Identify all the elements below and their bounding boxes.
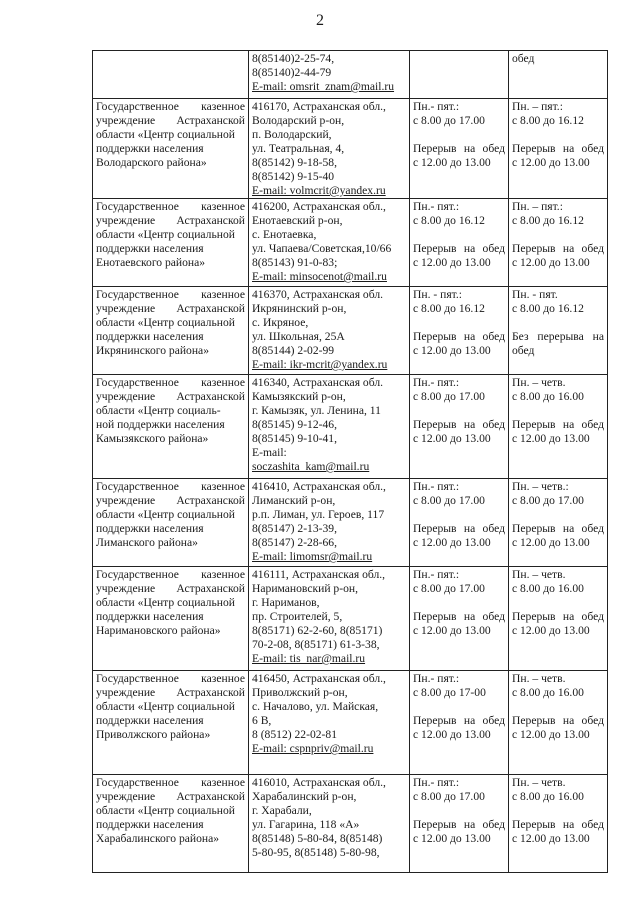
working-days: Пн.- пят.: <box>413 100 460 113</box>
spacer <box>413 316 505 330</box>
address-line: г. Камызяк, ул. Ленина, 11 <box>252 404 381 417</box>
address-cell <box>249 775 410 873</box>
table-row <box>93 775 608 873</box>
spacer <box>512 404 604 418</box>
organization-name-line: учреждение Астраханской <box>96 582 245 595</box>
address-line: 8(85145) 9-10-41, <box>252 432 338 445</box>
working-time: с 8.00 до 16.00 <box>512 790 584 803</box>
working-time: с 8.00 до 17.00 <box>413 114 485 127</box>
spacer <box>413 404 505 418</box>
lunch-break-time: с 12.00 до 13.00 <box>512 432 590 445</box>
working-days: Пн. – четв. <box>512 672 566 685</box>
organization-name-line: поддержки населения <box>96 714 204 727</box>
working-time: с 8.00 до 16.12 <box>512 214 584 227</box>
working-days: Пн. - пят.: <box>413 288 462 301</box>
working-days: Пн. – четв. <box>512 776 566 789</box>
organization-cell <box>93 375 249 479</box>
address-line: 8(85140)2-25-74, <box>252 52 335 65</box>
address-cell <box>249 199 410 287</box>
email-link[interactable]: E-mail: ikr-mcrit@yandex.ru <box>252 358 388 371</box>
lunch-break-time: с 12.00 до 13.00 <box>413 432 491 445</box>
organization-name-line: области «Центр социальной <box>96 228 235 241</box>
address-line: ул. Гагарина, 118 «А» <box>252 818 360 831</box>
lunch-break-time: с 12.00 до 13.00 <box>512 256 590 269</box>
table-row <box>93 287 608 375</box>
address-line: с. Енотаевка, <box>252 228 317 241</box>
organization-name-line: области «Центр социальной <box>96 128 235 141</box>
working-days: Пн. – пят.: <box>512 100 563 113</box>
organization-name-line: учреждение Астраханской <box>96 214 245 227</box>
organization-name-line: Икрянинского района» <box>96 344 209 357</box>
address-line: 8(85171) 62-2-60, 8(85171) <box>252 624 383 637</box>
table-row <box>93 51 608 99</box>
organization-name-line: области «Центр социальной <box>96 700 235 713</box>
address-line: 416340, Астраханская обл. <box>252 376 384 389</box>
address-line: Икрянинский р-он, <box>252 302 347 315</box>
address-line: с. Икряное, <box>252 316 309 329</box>
organization-name-line: Государственное казенное <box>96 288 245 301</box>
email-link[interactable]: E-mail: limomsr@mail.ru <box>252 550 373 563</box>
organization-name-line: Наримановского района» <box>96 624 221 637</box>
alt-working-hours-cell <box>509 479 608 567</box>
address-line: Харабалинский р-он, <box>252 790 357 803</box>
address-line: г. Нариманов, <box>252 596 320 609</box>
page-number: 2 <box>316 12 324 29</box>
address-line: 416410, Астраханская обл., <box>252 480 386 493</box>
address-line: 8(85147) 2-28-66, <box>252 536 338 549</box>
address-line: 416370, Астраханская обл. <box>252 288 384 301</box>
lunch-break-time: с 12.00 до 13.00 <box>413 728 491 741</box>
lunch-break-label: Перерыв на обед <box>512 418 604 431</box>
address-line: 70-2-08, 8(85171) 61-3-38, <box>252 638 380 651</box>
address-cell <box>249 99 410 199</box>
lunch-break-label: Перерыв на обед <box>413 142 505 155</box>
email-link[interactable]: soczashita_kam@mail.ru <box>252 460 370 473</box>
working-time: с 8.00 до 16.12 <box>512 114 584 127</box>
lunch-break-time: с 12.00 до 13.00 <box>413 624 491 637</box>
email-link[interactable]: E-mail: omsrit_znam@mail.ru <box>252 80 395 93</box>
lunch-break-label: Перерыв на обед <box>413 714 505 727</box>
working-days: Пн.- пят.: <box>413 480 460 493</box>
organization-name-line: области «Центр социальной <box>96 596 235 609</box>
lunch-break-label: Перерыв на обед <box>512 522 604 535</box>
organization-name-line: учреждение Астраханской <box>96 390 245 403</box>
working-days: Пн.- пят.: <box>413 376 460 389</box>
alt-working-hours-cell <box>509 567 608 671</box>
working-days: Пн. – четв. <box>512 568 566 581</box>
organization-name-line: Государственное казенное <box>96 480 245 493</box>
organization-cell <box>93 671 249 775</box>
address-line: 8 (8512) 22-02-81 <box>252 728 338 741</box>
working-hours-cell <box>410 99 509 199</box>
spacer <box>512 804 604 818</box>
address-line: E-mail: <box>252 446 287 459</box>
address-line: 416170, Астраханская обл., <box>252 100 386 113</box>
lunch-break-label: Перерыв на обед <box>512 610 604 623</box>
lunch-break-time: с 12.00 до 13.00 <box>413 156 491 169</box>
organization-name-line: Государственное казенное <box>96 776 245 789</box>
email-link[interactable]: E-mail: volmcrit@yandex.ru <box>252 184 386 197</box>
organization-name-line: области «Центр социальной <box>96 508 235 521</box>
alt-working-hours-cell <box>509 775 608 873</box>
address-line: 8(85142) 9-15-40 <box>252 170 335 183</box>
organization-name-line: учреждение Астраханской <box>96 790 245 803</box>
working-time: с 8.00 до 16.12 <box>512 302 584 315</box>
address-line: пр. Строителей, 5, <box>252 610 343 623</box>
lunch-break-time: с 12.00 до 13.00 <box>512 832 590 845</box>
lunch-break-time: с 12.00 до 13.00 <box>413 344 491 357</box>
organization-name-line: Приволжского района» <box>96 728 211 741</box>
working-days: обед <box>512 52 535 65</box>
lunch-break-time: с 12.00 до 13.00 <box>512 624 590 637</box>
working-days: Пн. – четв. <box>512 376 566 389</box>
lunch-break-time: с 12.00 до 13.00 <box>512 156 590 169</box>
lunch-break-time: обед <box>512 344 535 357</box>
table-row <box>93 199 608 287</box>
address-line: 8(85144) 2-02-99 <box>252 344 335 357</box>
address-line: 8(85142) 9-18-58, <box>252 156 338 169</box>
spacer <box>512 508 604 522</box>
alt-working-hours-cell <box>509 199 608 287</box>
working-days: Пн. - пят. <box>512 288 558 301</box>
organization-name-line: учреждение Астраханской <box>96 302 245 315</box>
lunch-break-label: Перерыв на обед <box>413 522 505 535</box>
organization-name-line: Володарского района» <box>96 156 207 169</box>
working-time: с 8.00 до 17.00 <box>512 494 584 507</box>
lunch-break-label: Перерыв на обед <box>413 418 505 431</box>
organization-cell <box>93 775 249 873</box>
table-row <box>93 99 608 199</box>
organization-cell <box>93 567 249 671</box>
organization-name-line: Государственное казенное <box>96 568 245 581</box>
email-link[interactable]: E-mail: cspnpriv@mail.ru <box>252 742 374 755</box>
working-days: Пн.- пят.: <box>413 200 460 213</box>
lunch-break-label: Перерыв на обед <box>413 818 505 831</box>
working-hours-cell <box>410 671 509 775</box>
address-line: Лиманский р-он, <box>252 494 336 507</box>
working-hours-cell <box>410 199 509 287</box>
working-hours-cell <box>410 375 509 479</box>
lunch-break-label: Перерыв на обед <box>413 610 505 623</box>
lunch-break-time: с 12.00 до 13.00 <box>413 536 491 549</box>
working-hours-cell <box>410 51 509 99</box>
address-line: р.п. Лиман, ул. Героев, 117 <box>252 508 385 521</box>
organization-name-line: Государственное казенное <box>96 672 245 685</box>
working-days: Пн.- пят.: <box>413 776 460 789</box>
address-line: 8(85140)2-44-79 <box>252 66 332 79</box>
organization-cell <box>93 99 249 199</box>
lunch-break-label: Перерыв на обед <box>512 818 604 831</box>
working-time: с 8.00 до 17.00 <box>413 582 485 595</box>
spacer <box>512 316 604 330</box>
organization-name-line: области «Центр социальной <box>96 316 235 329</box>
table-row <box>93 671 608 775</box>
address-line: 6 В, <box>252 714 272 727</box>
address-line: Енотаевский р-он, <box>252 214 343 227</box>
spacer <box>413 804 505 818</box>
table-row <box>93 567 608 671</box>
spacer <box>512 700 604 714</box>
organization-name-line: поддержки населения <box>96 818 204 831</box>
working-hours-cell <box>410 567 509 671</box>
address-line: 416450, Астраханская обл., <box>252 672 386 685</box>
lunch-break-label: Перерыв на обед <box>512 142 604 155</box>
address-line: ул. Школьная, 25А <box>252 330 345 343</box>
spacer <box>512 596 604 610</box>
address-line: 416111, Астраханская обл., <box>252 568 386 581</box>
organization-name-line: ной поддержки населения <box>96 418 225 431</box>
working-time: с 8.00 до 16.00 <box>512 390 584 403</box>
spacer <box>413 508 505 522</box>
working-time: с 8.00 до 17-00 <box>413 686 486 699</box>
address-line: 416200, Астраханская обл., <box>252 200 386 213</box>
organization-name-line: области «Центр социаль- <box>96 404 221 417</box>
address-line: Приволжский р-он, <box>252 686 348 699</box>
working-time: с 8.00 до 16.12 <box>413 214 485 227</box>
organization-name-line: поддержки населения <box>96 242 204 255</box>
working-time: с 8.00 до 16.12 <box>413 302 485 315</box>
organization-name-line: учреждение Астраханской <box>96 114 245 127</box>
working-time: с 8.00 до 16.00 <box>512 686 584 699</box>
address-line: 8(85147) 2-13-39, <box>252 522 338 535</box>
lunch-break-time: с 12.00 до 13.00 <box>413 832 491 845</box>
address-line: с. Началово, ул. Майская, <box>252 700 379 713</box>
address-line: ул. Театральная, 4, <box>252 142 345 155</box>
alt-working-hours-cell <box>509 51 608 99</box>
lunch-break-label: Перерыв на обед <box>512 242 604 255</box>
address-line: Володарский р-он, <box>252 114 345 127</box>
lunch-break-label: Перерыв на обед <box>512 714 604 727</box>
address-cell <box>249 375 410 479</box>
organization-name-line: учреждение Астраханской <box>96 494 245 507</box>
organization-name-line: Государственное казенное <box>96 100 245 113</box>
working-hours-cell <box>410 287 509 375</box>
table-row <box>93 479 608 567</box>
spacer <box>512 66 604 80</box>
alt-working-hours-cell <box>509 287 608 375</box>
working-hours-cell <box>410 479 509 567</box>
email-link[interactable]: E-mail: minsocenot@mail.ru <box>252 270 387 283</box>
organization-cell <box>93 199 249 287</box>
spacer <box>512 228 604 242</box>
working-hours-cell <box>410 775 509 873</box>
working-days: Пн.- пят.: <box>413 672 460 685</box>
spacer <box>413 128 505 142</box>
lunch-break-time: с 12.00 до 13.00 <box>512 728 590 741</box>
organization-cell <box>93 51 249 99</box>
organization-name-line: Енотаевского района» <box>96 256 206 269</box>
organization-name-line: поддержки населения <box>96 330 204 343</box>
contacts-table <box>92 50 608 873</box>
address-cell <box>249 479 410 567</box>
organization-name-line: поддержки населения <box>96 522 204 535</box>
address-line: г. Харабали, <box>252 804 312 817</box>
working-days: Пн.- пят.: <box>413 568 460 581</box>
lunch-break-label: Перерыв на обед <box>413 242 505 255</box>
organization-name-line: поддержки населения <box>96 142 204 155</box>
table-row <box>93 375 608 479</box>
alt-working-hours-cell <box>509 671 608 775</box>
address-line: п. Володарский, <box>252 128 332 141</box>
address-line: 5-80-95, 8(85148) 5-80-98, <box>252 846 380 859</box>
address-cell <box>249 51 410 99</box>
spacer <box>512 128 604 142</box>
address-line: ул. Чапаева/Советская,10/66 <box>252 242 392 255</box>
organization-cell <box>93 287 249 375</box>
email-link[interactable]: E-mail: tis_nar@mail.ru <box>252 652 366 665</box>
working-time: с 8.00 до 17.00 <box>413 494 485 507</box>
address-line: Камызякский р-он, <box>252 390 346 403</box>
spacer <box>413 700 505 714</box>
spacer <box>413 596 505 610</box>
lunch-break-label: Перерыв на обед <box>413 330 505 343</box>
address-line: 8(85143) 91-0-83; <box>252 256 338 269</box>
organization-name-line: Государственное казенное <box>96 376 245 389</box>
address-cell <box>249 287 410 375</box>
organization-name-line: учреждение Астраханской <box>96 686 245 699</box>
address-line: 8(85145) 9-12-46, <box>252 418 338 431</box>
organization-name-line: Камызякского района» <box>96 432 209 445</box>
working-days: Пн. – четв.: <box>512 480 569 493</box>
working-time: с 8.00 до 17.00 <box>413 790 485 803</box>
organization-name-line: Лиманского района» <box>96 536 198 549</box>
working-days: Пн. – пят.: <box>512 200 563 213</box>
working-time: с 8.00 до 17.00 <box>413 390 485 403</box>
organization-cell <box>93 479 249 567</box>
address-line: Наримановский р-он, <box>252 582 358 595</box>
lunch-break-time: с 12.00 до 13.00 <box>413 256 491 269</box>
address-cell <box>249 671 410 775</box>
organization-name-line: области «Центр социальной <box>96 804 235 817</box>
contacts-table-body <box>93 51 608 873</box>
lunch-break-time: с 12.00 до 13.00 <box>512 536 590 549</box>
organization-name-line: Харабалинского района» <box>96 832 220 845</box>
lunch-break-label: Без перерыва на <box>512 330 604 343</box>
alt-working-hours-cell <box>509 99 608 199</box>
address-line: 8(85148) 5-80-84, 8(85148) <box>252 832 383 845</box>
organization-name-line: Государственное казенное <box>96 200 245 213</box>
working-time: с 8.00 до 16.00 <box>512 582 584 595</box>
address-line: 416010, Астраханская обл., <box>252 776 386 789</box>
organization-name-line: поддержки населения <box>96 610 204 623</box>
alt-working-hours-cell <box>509 375 608 479</box>
spacer <box>413 228 505 242</box>
address-cell <box>249 567 410 671</box>
